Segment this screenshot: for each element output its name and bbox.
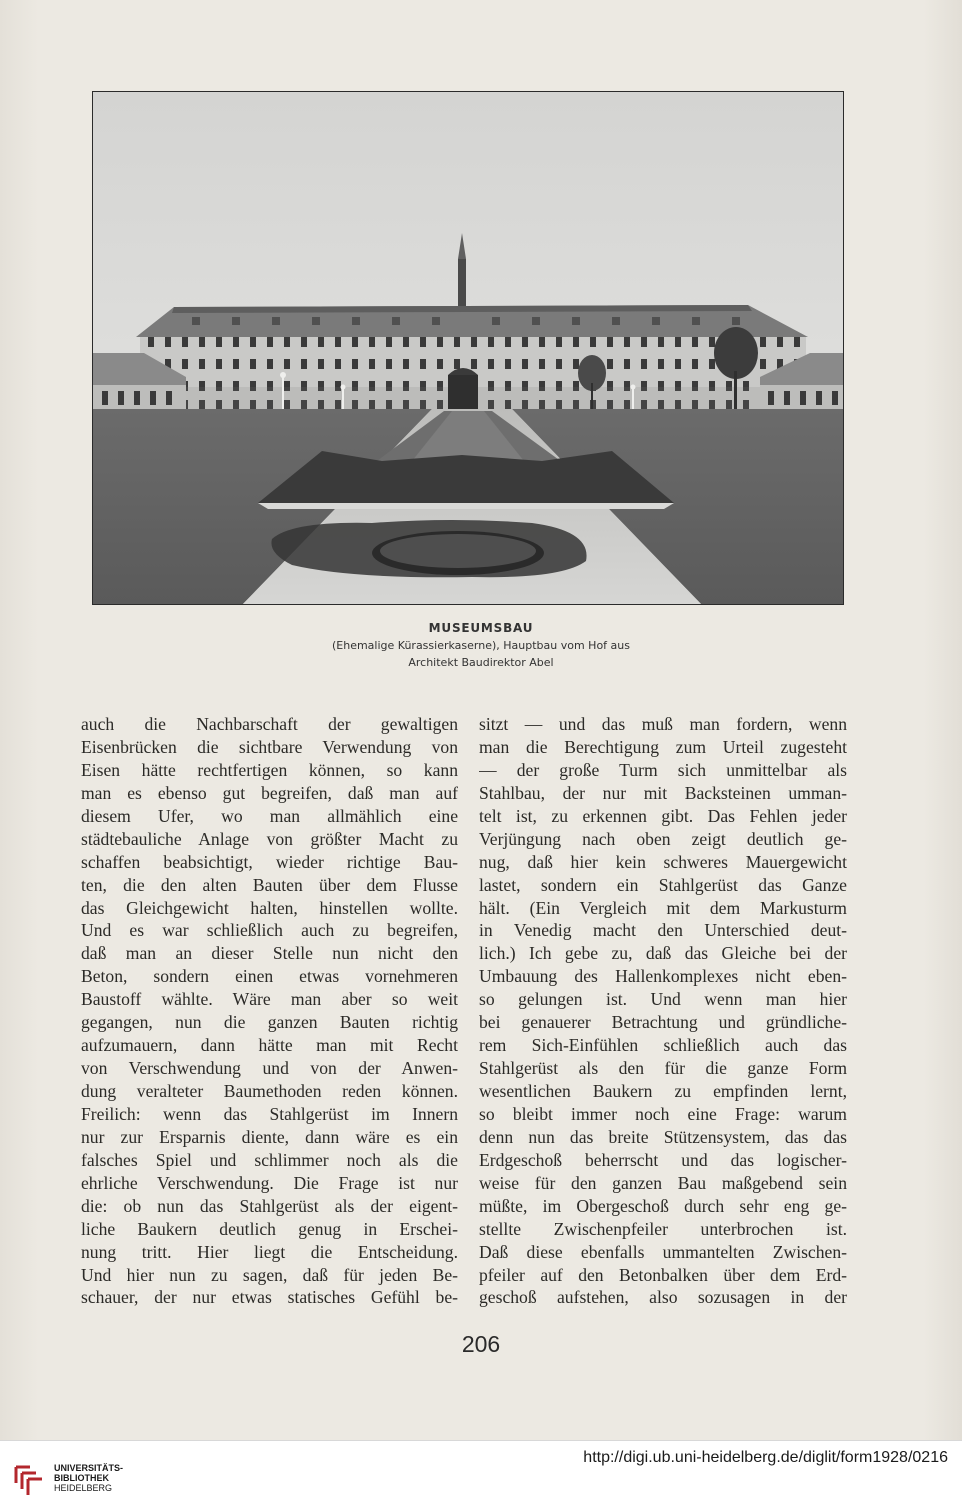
text-line: ten, die den alten Bauten über dem Flusse xyxy=(81,874,458,895)
text-line: Beton, sondern einen etwas vornehmeren xyxy=(81,966,458,987)
text-line: daß man an dieser Stelle nun nicht den xyxy=(81,943,458,964)
library-footer xyxy=(0,1440,962,1511)
text-line: Eisen hätte rechtfertigen können, so kann xyxy=(81,759,458,780)
text-line: Und es war schließlich auch zu begreifen, xyxy=(81,920,458,941)
text-line: das Gleichgewicht halten, hinstellen wollte. xyxy=(81,897,458,918)
text-line: nug, daß hier kein schweres Mauergewicht xyxy=(479,851,847,872)
text-line: liche Baukern deutlich genug in Erschei- xyxy=(81,1218,458,1239)
text-line: Daß diese ebenfalls ummantelten Zwischen- xyxy=(479,1241,847,1262)
page-number: 206 xyxy=(461,1331,501,1357)
text-line: wesentlichen Baukern zu empfinden lernt, xyxy=(479,1081,847,1101)
figure-caption-title: MUSEUMSBAU xyxy=(428,621,534,635)
text-line: hält. (Ein Vergleich mit dem Markusturm xyxy=(479,897,847,918)
source-url-link[interactable]: http://digi.ub.uni-heidelberg.de/diglit/form1928/0216 xyxy=(583,1449,948,1466)
text-line: ehrliche Verschwendung. Die Frage ist nur xyxy=(81,1172,458,1193)
text-line: müßte, im Obergeschoß durch sehr eng ge- xyxy=(479,1195,847,1216)
figure-caption-architect: Architekt Baudirektor Abel xyxy=(408,656,554,669)
text-line: sitzt — und das muß man fordern, wenn xyxy=(479,714,847,734)
text-line: schaffen beabsichtigt, wieder richtige Bau- xyxy=(81,851,458,872)
text-line: nung tritt. Hier liegt die Entscheidung. xyxy=(81,1241,458,1262)
text-line: pfeiler auf den Betonbalken über dem Erd- xyxy=(479,1264,847,1285)
library-name-line1: UNIVERSITÄTS- xyxy=(54,1463,124,1473)
text-line: man es ebenso gut begreifen, daß man auf xyxy=(81,782,458,803)
text-line: gegangen, nun die ganzen Bauten richtig xyxy=(81,1012,458,1033)
museum-photograph xyxy=(92,91,844,605)
text-line: diesem Ufer, wo man allmählich eine xyxy=(81,805,458,826)
text-line: man die Berechtigung zum Urteil zugesteht xyxy=(479,736,847,757)
text-line: — der große Turm sich unmittelbar als xyxy=(479,759,847,780)
text-line: Stahlgerüst als den für die ganze Form xyxy=(479,1058,847,1079)
text-line: Eisenbrücken die sichtbare Verwendung von xyxy=(81,736,458,757)
library-name xyxy=(54,1463,123,1493)
text-line: die: ob nun das Stahlgerüst als der eigent- xyxy=(81,1195,458,1216)
text-line: rem Sich-Einfühlen schließlich auch das xyxy=(479,1035,847,1056)
university-library-logo-icon xyxy=(12,1463,46,1499)
text-line: Baustoff wählte. Wäre man aber so weit xyxy=(81,989,458,1010)
text-line: falsches Spiel und schlimmer noch als die xyxy=(81,1149,458,1170)
figure-caption-subtitle: (Ehemalige Kürassierkaserne), Hauptbau vom Hof aus xyxy=(331,639,630,652)
text-line: schauer, der nur etwas statisches Gefühl be- xyxy=(81,1287,458,1308)
text-line: Umbauung des Hallenkomplexes nicht eben- xyxy=(479,966,847,987)
text-line: auch die Nachbarschaft der gewaltigen xyxy=(81,714,458,734)
text-line: in Venedig macht den Unterschied deut- xyxy=(479,920,847,941)
text-line: aufzumauern, dann hätte man mit Recht xyxy=(81,1035,458,1056)
text-line: denn nun das breite Stützensystem, das das xyxy=(479,1126,847,1147)
library-name-line3: HEIDELBERG xyxy=(54,1483,113,1493)
text-column-left xyxy=(81,713,458,1309)
text-line: von Verschwendung und von der Anwen- xyxy=(81,1058,458,1079)
text-line: Stahlbau, der nur mit Backsteinen umman- xyxy=(479,782,847,803)
text-line: Freilich: wenn das Stahlgerüst im Innern xyxy=(81,1103,458,1124)
text-line: lich.) Ich gebe zu, daß das Gleiche bei der xyxy=(479,943,847,964)
text-line: telt ist, zu erkennen gibt. Das Fehlen jeder xyxy=(479,805,847,826)
text-line: bei genauerer Betrachtung und gründliche- xyxy=(479,1012,847,1033)
text-line: weise für den ganzen Bau maßgebend sein xyxy=(479,1172,847,1193)
text-column-right xyxy=(479,713,847,1309)
text-line: dung veralteter Baumethoden reden können. xyxy=(81,1081,458,1101)
text-line: so gelungen ist. Und wenn man hier xyxy=(479,989,847,1010)
text-line: Erdgeschoß beherrscht und das logischer- xyxy=(479,1149,847,1170)
text-line: geschoß aufstehen, also sozusagen in der xyxy=(479,1287,847,1308)
library-name-line2: BIBLIOTHEK xyxy=(54,1473,109,1483)
text-line: städtebauliche Anlage von größter Macht zu xyxy=(81,828,458,849)
text-line: Verjüngung nach oben zeigt deutlich ge- xyxy=(479,828,847,849)
text-line: nur zur Ersparnis diente, dann wäre es ein xyxy=(81,1126,458,1147)
text-line: Und hier nun zu sagen, daß für jeden Be- xyxy=(81,1264,458,1285)
text-line: stellte Zwischenpfeiler unterbrochen ist. xyxy=(479,1218,847,1239)
text-line: so bleibt immer noch eine Frage: warum xyxy=(479,1103,847,1124)
text-line: lastet, sondern ein Stahlgerüst das Ganze xyxy=(479,874,847,895)
